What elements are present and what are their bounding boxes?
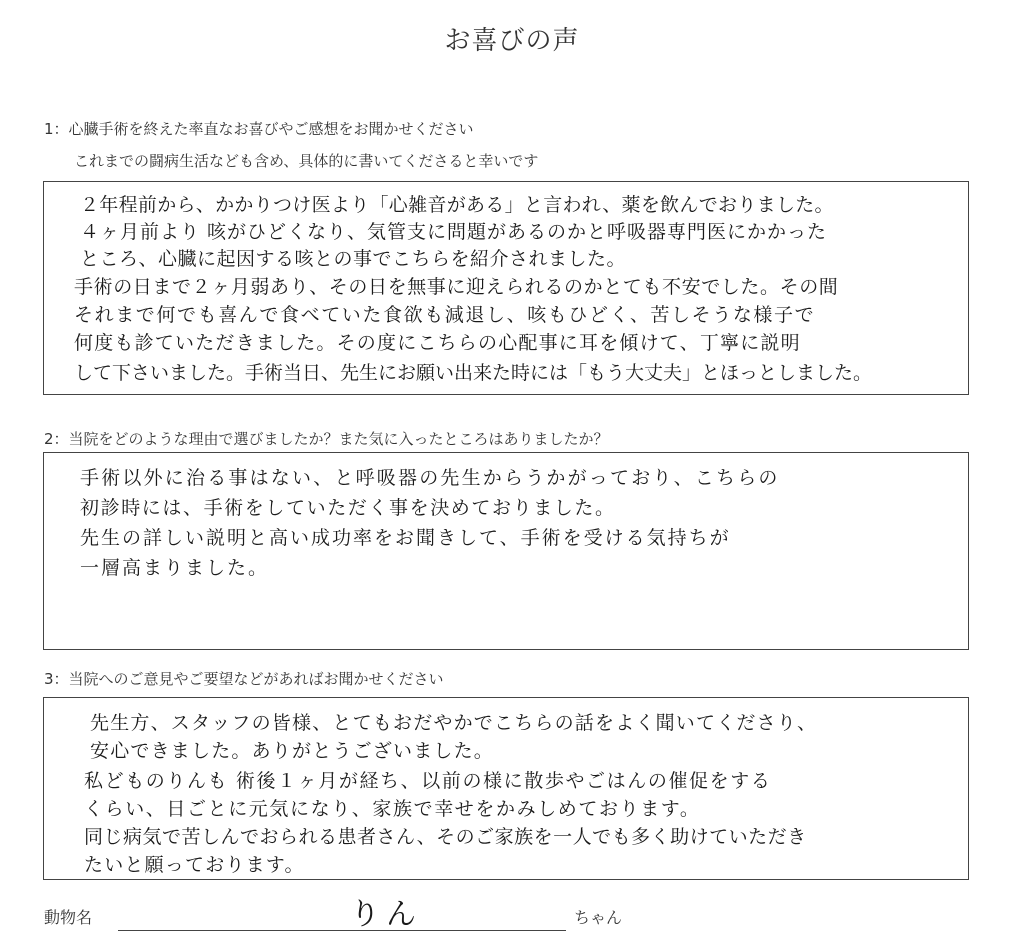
answer-3-line-1: 先生方、スタッフの皆様、とてもおだやかでこちらの話をよく聞いてくださり、: [90, 712, 818, 734]
answer-3-line-3: 私どものりんも 術後１ヶ月が経ち、以前の様に散歩やごはんの催促をする: [84, 770, 772, 792]
answer-1-line-6: 何度も診ていただきました。その度にこちらの心配事に耳を傾けて、丁寧に説明: [74, 332, 801, 354]
pet-name-suffix: ちゃん: [574, 908, 623, 927]
answer-2-line-1: 手術以外に治る事はない、と呼吸器の先生からうかがっており、こちらの: [80, 467, 780, 489]
question-1-subtext: これまでの闘病生活なども含め、具体的に書いてくださると幸いです: [74, 152, 539, 170]
page-title: お喜びの声: [444, 26, 580, 56]
question-2-text: 2：当院をどのような理由で選びましたか？また気に入ったところはありましたか？: [44, 430, 609, 448]
pet-name-label: 動物名: [44, 908, 93, 927]
answer-box-1: [43, 181, 969, 395]
answer-1-line-1: ２年程前から、かかりつけ医より「心雑音がある」と言われ、薬を飲んでおりました。: [80, 194, 834, 216]
answer-3-line-2: 安心できました。ありがとうございました。: [90, 740, 495, 762]
answer-box-3: [43, 697, 969, 880]
pet-name-underline: [118, 930, 566, 931]
answer-1-line-4: 手術の日まで２ヶ月弱あり、その日を無事に迎えられるのかとても不安でした。その間: [74, 276, 839, 298]
answer-3-line-4: くらい、日ごとに元気になり、家族で幸せをかみしめております。: [84, 798, 701, 820]
pet-name-value: りん: [350, 897, 422, 932]
answer-3-line-5: 同じ病気で苦しんでおられる患者さん、そのご家族を一人でも多く助けていただき: [84, 826, 807, 848]
question-3-text: 3：当院へのご意見やご要望などがあればお聞かせください: [44, 670, 444, 688]
answer-2-line-2: 初診時には、手術をしていただく事を決めておりました。: [80, 497, 616, 519]
answer-box-2: [43, 452, 969, 650]
answer-1-line-2: ４ヶ月前より 咳がひどくなり、気管支に問題があるのかと呼吸器専門医にかかった: [80, 221, 828, 243]
question-1-text: 1：心臓手術を終えた率直なお喜びやご感想をお聞かせください: [44, 120, 474, 138]
answer-2-line-3: 先生の詳しい説明と高い成功率をお聞きして、手術を受ける気持ちが: [80, 527, 731, 549]
answer-2-line-4: 一層高まりました。: [80, 557, 270, 579]
answer-1-line-7: して下さいました。手術当日、先生にお願い出来た時には「もう大丈夫」とほっとしました。: [74, 362, 873, 384]
answer-1-line-5: それまで何でも喜んで食べていた食欲も減退し、咳もひどく、苦しそうな様子で: [74, 304, 816, 326]
answer-1-line-3: ところ、心臓に起因する咳との事でこちらを紹介されました。: [80, 248, 627, 270]
answer-3-line-6: たいと願っております。: [84, 854, 305, 876]
